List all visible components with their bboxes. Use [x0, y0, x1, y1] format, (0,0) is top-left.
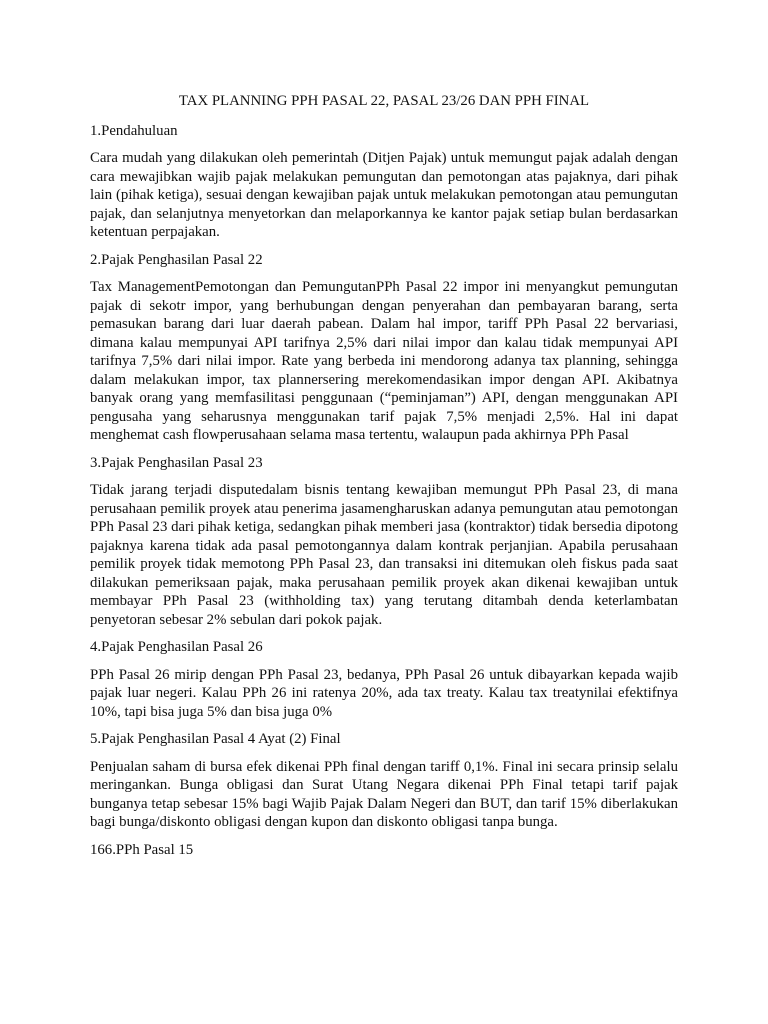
section-paragraph-pasal-4-ayat-2: Penjualan saham di bursa efek dikenai PPh final dengan tariff 0,1%. Final ini secara prinsip selalu meringankan. Bunga obligasi dan Surat Utang Negara dikenai PPh Final tetapi tarif pajak bunganya tetap sebesar 15% bagi Wajib Pajak Dalam Negeri dan BUT, dan tarif 15% diberlakukan bagi bunga/diskonto obligasi dengan kupon dan diskonto obligasi tanpa bunga.	[90, 758, 678, 830]
section-heading-pasal-23: 3.Pajak Penghasilan Pasal 23	[90, 454, 263, 471]
section-heading-pasal-26: 4.Pajak Penghasilan Pasal 26	[90, 639, 263, 655]
section-heading-pasal-22: 2.Pajak Penghasilan Pasal 22	[90, 251, 263, 268]
document-title: TAX PLANNING PPH PASAL 22, PASAL 23/26 DAN PPH FINAL	[178, 93, 590, 109]
section-paragraph-pendahuluan: Cara mudah yang dilakukan oleh pemerintah (Ditjen Pajak) untuk memungut pajak adalah dengan cara mewajibkan wajib pajak melakukan pemungutan dan pemotongan atas pajaknya, dari pihak lain (pihak ketiga), sesuai dengan kewajiban pajak untuk melakukan pemotongan atau pemungutan pajak, dan selanjutnya menyetorkan dan melaporkannya ke kantor pajak setiap bulan berdasarkan ketentuan perpajakan.	[90, 150, 678, 240]
section-paragraph-pasal-26: PPh Pasal 26 mirip dengan PPh Pasal 23, bedanya, PPh Pasal 26 untuk dibayarkan kepada wajib pajak luar negeri. Kalau PPh 26 ini ratenya 20%, ada tax treaty. Kalau tax treatynilai efektifnya 10%, tapi bisa juga 5% dan bisa juga 0%	[90, 666, 678, 720]
document-body	[90, 92, 678, 868]
section-paragraph-pasal-22: Tax ManagementPemotongan dan PemungutanPPh Pasal 22 impor ini menyangkut pemungutan pajak di sekotr impor, yang berhubungan dengan penyerahan dan pembayaran barang, serta pemasukan barang dari luar daerah pabean. Dalam hal impor, tariff PPh Pasal 22 bervariasi, dimana kalau mempunyai API tarifnya 2,5% dari nilai impor dan kalau tidak mempunyai API tarifnya 7,5% dari nilai impor. Rate yang berbeda ini mendorong adanya tax planning, sehingga dalam melakukan impor, tax plannersering merekomendasikan impor dengan API. Akibatnya banyak orang yang memfasilitasi penggunaan (“peminjaman”) API, dengan menggunakan API pengusaha yang seharusnya menggunakan tarif pajak 7,5% menjadi 2,5%. Hal ini dapat menghemat cash flowperusahaan selama masa tertentu, walaupun pada akhirnya PPh Pasal	[90, 279, 678, 443]
section-paragraph-pasal-23: Tidak jarang terjadi disputedalam bisnis tentang kewajiban memungut PPh Pasal 23, di mana perusahaan pemilik proyek atau penerima jasamengharuskan adanya pemungutan atau pemotongan PPh Pasal 23 dari pihak ketiga, sedangkan pihak memberi jasa (kontraktor) tidak bersedia dipotong pajaknya karena tidak ada pasal pemotongannya dalam kontrak perjanjian. Apabila perusahaan pemilik proyek tidak memotong PPh Pasal 23, dan transaksi ini ditemukan oleh fiskus pada saat dilakukan pemeriksaan pajak, maka perusahaan pemilik proyek akan dikenai kewajiban untuk membayar PPh Pasal 23 (withholding tax) yang terutang ditambah denda keterlambatan penyetoran sebesar 2% sebulan dari pokok pajak.	[90, 482, 678, 628]
section-heading-pendahuluan: 1.Pendahuluan	[90, 122, 178, 139]
section-heading-pasal-4-ayat-2: 5.Pajak Penghasilan Pasal 4 Ayat (2) Final	[90, 731, 341, 747]
section-heading-pasal-15: 166.PPh Pasal 15	[90, 841, 194, 858]
